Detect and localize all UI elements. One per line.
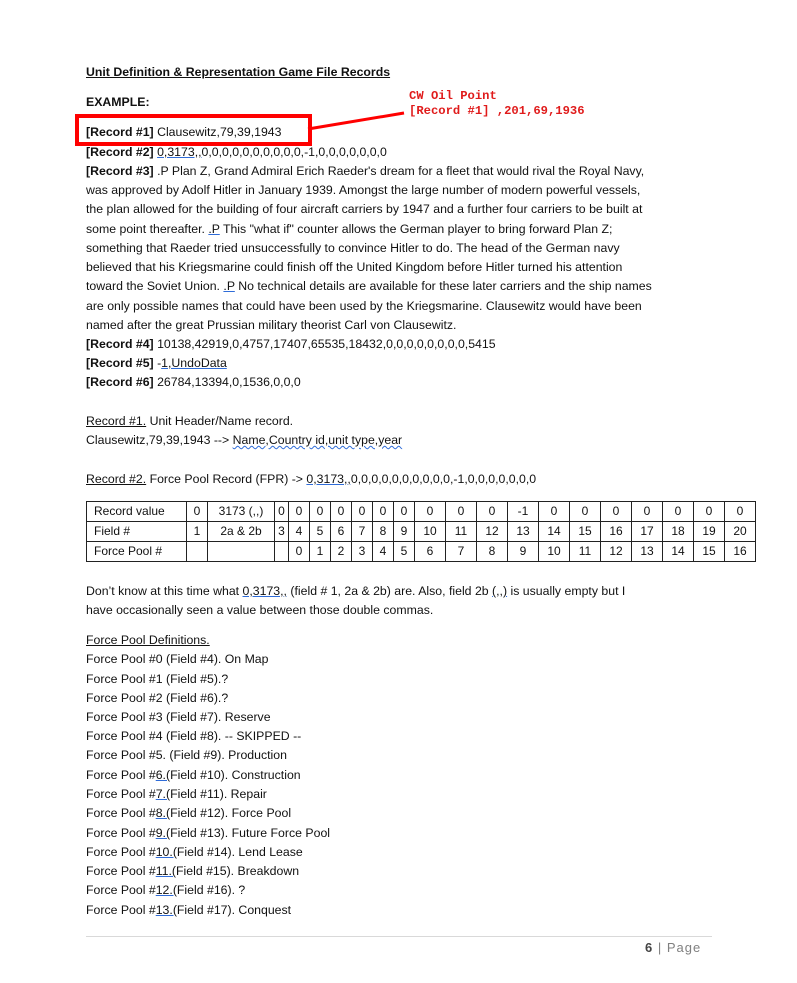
definition-text: Field #13). Future Force Pool (170, 826, 331, 840)
definition-text: Field #15). Breakdown (176, 864, 300, 878)
definition-text: Force Pool #3 (Field #7). Reserve (86, 710, 271, 724)
table-cell (208, 542, 275, 562)
definition-text: Force Pool #4 (Field #8). -- SKIPPED -- (86, 729, 302, 743)
table-cell: 0 (187, 502, 208, 522)
record-1-label: [Record #1] (86, 125, 154, 139)
section-1-mapping-prefix: Clausewitz,79,39,1943 --> (86, 433, 233, 447)
note-text: (field # 1, 2a & 2b) are. Also, field 2b (286, 584, 493, 598)
table-cell: 17 (632, 522, 663, 542)
section-2-heading-text: Force Pool Record (FPR) -> (146, 472, 307, 486)
table-cell: 10 (415, 522, 446, 542)
table-cell: 0 (694, 502, 725, 522)
table-cell: 16 (601, 522, 632, 542)
definition-item (86, 785, 267, 804)
table-cell: 8 (477, 542, 508, 562)
definition-link[interactable]: 13.( (155, 903, 177, 917)
note-line-2: have occasionally seen a value between those double commas. (86, 603, 434, 617)
table-cell: 14 (663, 542, 694, 562)
table-cell (275, 542, 289, 562)
record-3-text: .P Plan Z, Grand Admiral Erich Raeder's dream for a fleet that would rival the Royal Navy, (153, 164, 645, 178)
callout-line-2: [Record #1] ,201,69,1936 (409, 104, 585, 118)
page-label: Page (666, 940, 702, 955)
table-cell: 0 (415, 502, 446, 522)
record-3-text: No technical details are available for these later carriers and the ship names (234, 279, 652, 293)
definition-item (86, 881, 245, 900)
table-row-header: Field # (87, 522, 187, 542)
note-line-1 (86, 582, 625, 601)
record-5-line (86, 354, 227, 373)
footer-separator: | (657, 940, 663, 955)
paragraph-marker-link[interactable]: .P (208, 222, 220, 236)
definition-link[interactable]: 12.( (155, 883, 177, 897)
record-3-line-9: named after the great Prussian military theorist Carl von Clausewitz. (86, 318, 457, 332)
definition-link[interactable]: 9.( (155, 826, 171, 840)
table-cell: 2a & 2b (208, 522, 275, 542)
definition-text: Force Pool # (86, 787, 156, 801)
record-6-label: [Record #6] (86, 375, 154, 389)
definition-item (86, 689, 228, 708)
table-row-header: Force Pool # (87, 542, 187, 562)
table-row-header: Record value (87, 502, 187, 522)
table-cell: 9 (508, 542, 539, 562)
definition-text: Force Pool #0 (Field #4). On Map (86, 652, 269, 666)
definition-text: Force Pool # (86, 883, 156, 897)
table-cell: 4 (373, 542, 394, 562)
definition-text: Force Pool #1 (Field #5).? (86, 672, 229, 686)
table-cell: 0 (725, 502, 756, 522)
table-cell: 9 (394, 522, 415, 542)
record-4-label: [Record #4] (86, 337, 154, 351)
definition-item (86, 708, 271, 727)
definition-text: Force Pool # (86, 864, 156, 878)
record-3-text: This "what if" counter allows the German player to bring forward Plan Z; (219, 222, 613, 236)
section-2-link[interactable]: 0,3173,, (306, 472, 351, 486)
table-cell: 0 (310, 502, 331, 522)
table-cell: 0 (331, 502, 352, 522)
table-cell: 15 (570, 522, 601, 542)
table-cell: 0 (289, 542, 310, 562)
note-text: is usually empty but I (507, 584, 626, 598)
table-cell: 0 (570, 502, 601, 522)
section-1-heading-link: Record #1. (86, 414, 147, 428)
section-1-mapping-fields: Name,Country id,unit type,year (232, 433, 403, 447)
definition-text: Force Pool # (86, 903, 156, 917)
table-cell: 0 (477, 502, 508, 522)
table-row (87, 502, 756, 522)
definition-link[interactable]: 10.( (155, 845, 177, 859)
record-1-value: Clausewitz,79,39,1943 (153, 125, 282, 139)
record-3-line-6: believed that his Kriegsmarine could finish off the United Kingdom before Hitler turned his attention (86, 260, 623, 274)
table-cell: 5 (394, 542, 415, 562)
definition-item (86, 727, 301, 746)
table-cell: 11 (446, 522, 477, 542)
definition-item (86, 670, 228, 689)
record-3-line-2: was approved by Adolf Hitler in January 1939. Amongst the large number of modern powerful vessels, (86, 183, 641, 197)
table-cell: 7 (446, 542, 477, 562)
table-row (87, 542, 756, 562)
definitions-heading: Force Pool Definitions. (86, 633, 210, 647)
table-cell: 6 (415, 542, 446, 562)
table-cell: 11 (570, 542, 601, 562)
table-cell: 13 (508, 522, 539, 542)
section-2-heading (86, 470, 536, 489)
table-row (87, 522, 756, 542)
table-cell: 3 (352, 542, 373, 562)
record-3-line-4 (86, 220, 612, 239)
table-cell: 2 (331, 542, 352, 562)
record-3-text: toward the Soviet Union. (86, 279, 224, 293)
definition-text: Field #16). ? (176, 883, 246, 897)
record-3-line-7 (86, 277, 652, 296)
table-cell: 3173 (,,) (208, 502, 275, 522)
record-5-label: [Record #5] (86, 356, 154, 370)
table-cell: 0 (601, 502, 632, 522)
record-6-line (86, 373, 301, 392)
table-cell: 18 (663, 522, 694, 542)
record-2-rest: 0,0,0,0,0,0,0,0,0,0,-1,0,0,0,0,0,0,0 (201, 145, 387, 159)
definition-text: Field #11). Repair (170, 787, 267, 801)
page-number: 6 (645, 940, 654, 955)
table-cell: 7 (352, 522, 373, 542)
definition-text: Force Pool # (86, 806, 156, 820)
definition-text: Force Pool #5. (Field #9). Production (86, 748, 287, 762)
note-link[interactable]: 0,3173,, (242, 584, 287, 598)
table-cell: 0 (663, 502, 694, 522)
section-1-heading-text: Unit Header/Name record. (146, 414, 294, 428)
record-6-value: 26784,13394,0,1536,0,0,0 (153, 375, 301, 389)
definition-text: Field #17). Conquest (176, 903, 292, 917)
table-cell: 8 (373, 522, 394, 542)
definition-item (86, 862, 299, 881)
definition-text: Force Pool # (86, 826, 156, 840)
table-cell: 1 (310, 542, 331, 562)
table-cell: 16 (725, 542, 756, 562)
table-cell: 6 (331, 522, 352, 542)
record-5-link[interactable]: 1,UndoData (161, 356, 227, 370)
record-3-line-1 (86, 162, 644, 181)
record-1-line (86, 123, 282, 142)
table-cell: 13 (632, 542, 663, 562)
table-cell: 14 (539, 522, 570, 542)
section-2-heading-link: Record #2. (86, 472, 147, 486)
footer-rule (86, 936, 712, 937)
table-cell: 0 (352, 502, 373, 522)
definition-text: Force Pool # (86, 768, 156, 782)
definition-item (86, 746, 287, 765)
definition-text: Field #12). Force Pool (170, 806, 292, 820)
page-footer (645, 940, 701, 955)
definition-item (86, 824, 330, 843)
table-cell: 1 (187, 522, 208, 542)
force-pool-table (86, 501, 756, 562)
table-cell: 0 (394, 502, 415, 522)
definition-link[interactable]: 7.( (155, 787, 171, 801)
example-label: EXAMPLE: (86, 95, 150, 109)
record-5-prefix: - (153, 356, 162, 370)
table-cell: 15 (694, 542, 725, 562)
section-1-heading (86, 412, 293, 431)
table-cell: 0 (632, 502, 663, 522)
definition-item (86, 843, 303, 862)
definition-text: Field #10). Construction (170, 768, 301, 782)
section-2-rest: 0,0,0,0,0,0,0,0,0,0,-1,0,0,0,0,0,0,0 (350, 472, 537, 486)
record-2-label: [Record #2] (86, 145, 154, 159)
definition-item (86, 650, 268, 669)
record-2-link[interactable]: 0,3173,, (157, 145, 202, 159)
definition-link[interactable]: 6.( (155, 768, 171, 782)
note-link[interactable]: (,,) (492, 584, 508, 598)
table-cell: 12 (477, 522, 508, 542)
definition-text: Force Pool # (86, 845, 156, 859)
definition-item (86, 804, 291, 823)
table-cell: 0 (539, 502, 570, 522)
document-title: Unit Definition & Representation Game File Records (86, 65, 391, 79)
record-3-label: [Record #3] (86, 164, 154, 178)
table-cell (187, 542, 208, 562)
note-text: Don’t know at this time what (86, 584, 243, 598)
table-cell: -1 (508, 502, 539, 522)
record-4-line (86, 335, 496, 354)
table-cell: 0 (289, 502, 310, 522)
table-cell: 0 (446, 502, 477, 522)
definition-text: Field #14). Lend Lease (176, 845, 303, 859)
table-cell: 12 (601, 542, 632, 562)
definition-text: Force Pool #2 (Field #6).? (86, 691, 229, 705)
table-cell: 0 (373, 502, 394, 522)
table-cell: 20 (725, 522, 756, 542)
table-cell: 0 (275, 502, 289, 522)
record-3-line-3: the plan allowed for the building of four aircraft carriers by 1947 and a further four carriers to be built at (86, 202, 643, 216)
record-2-line (86, 143, 387, 162)
definition-link[interactable]: 11.( (155, 864, 176, 878)
table-cell: 4 (289, 522, 310, 542)
record-3-line-5: something that Raeder tried unsuccessfully to convince Hitler to do. The head of the German navy (86, 241, 620, 255)
record-4-value: 10138,42919,0,4757,17407,65535,18432,0,0,0,0,0,0,0,0,5415 (153, 337, 496, 351)
callout-line-1: CW Oil Point (409, 89, 497, 103)
record-3-text: some point thereafter. (86, 222, 209, 236)
table-cell: 3 (275, 522, 289, 542)
table-cell: 10 (539, 542, 570, 562)
definition-item (86, 901, 291, 920)
record-3-line-8: are only possible names that could have been used by the Kriegsmarine. Clausewitz would have been (86, 299, 642, 313)
table-cell: 5 (310, 522, 331, 542)
section-1-mapping (86, 431, 402, 450)
definition-link[interactable]: 8.( (155, 806, 171, 820)
definition-item (86, 766, 301, 785)
paragraph-marker-link[interactable]: .P (223, 279, 235, 293)
table-cell: 19 (694, 522, 725, 542)
